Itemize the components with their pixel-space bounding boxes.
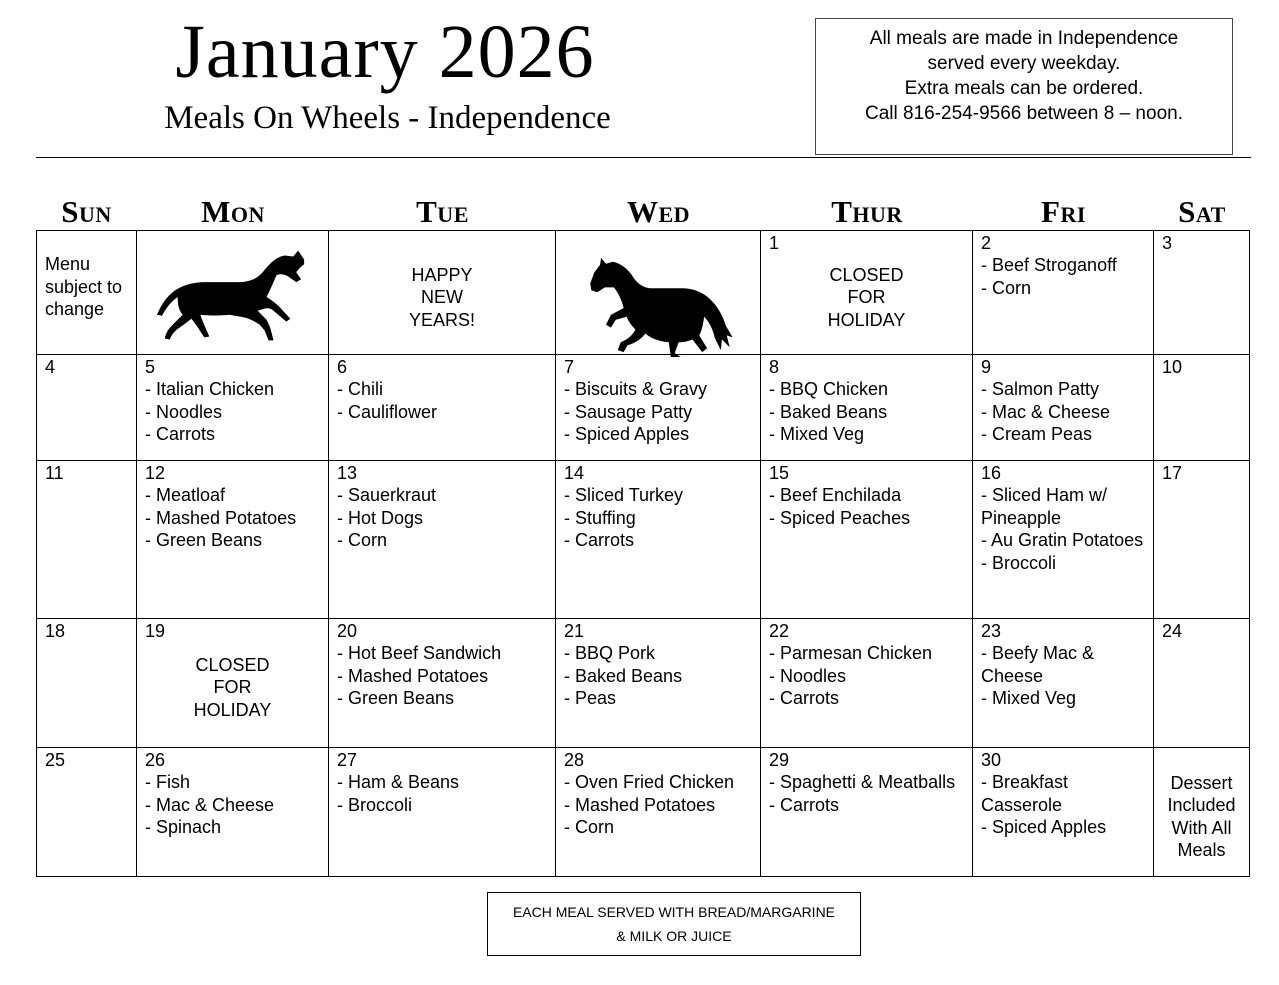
calendar-day-27 — [329, 748, 556, 877]
day-header-mon: Mon — [201, 194, 265, 229]
center-line: YEARS! — [408, 309, 476, 330]
header-divider — [36, 157, 1251, 158]
day-number: 5 — [145, 357, 156, 377]
menu-item: - Ham & Beans — [337, 772, 460, 792]
day-number: 26 — [145, 750, 166, 770]
cell-center-note — [329, 264, 555, 332]
calendar-day-25 — [36, 748, 137, 877]
menu-item: - Hot Beef Sandwich — [337, 643, 502, 663]
calendar-day-13 — [329, 461, 556, 619]
footer-line: EACH MEAL SERVED WITH BREAD/MARGARINE — [512, 904, 836, 920]
menu-list — [981, 642, 1149, 710]
horse-rearing-icon — [580, 251, 738, 365]
calendar-cell — [329, 230, 556, 355]
menu-item: - Carrots — [769, 794, 840, 815]
day-number: 22 — [769, 621, 790, 641]
day-number: 8 — [769, 357, 780, 377]
calendar-day-19 — [137, 619, 329, 748]
info-line: Extra meals can be ordered. — [904, 78, 1144, 99]
calendar-day-9 — [973, 355, 1154, 461]
calendar-day-11 — [36, 461, 137, 619]
menu-list — [337, 484, 551, 552]
menu-item: - Chili — [337, 379, 384, 399]
calendar-day-1 — [761, 230, 973, 355]
center-line: FOR — [847, 287, 886, 308]
menu-item: - Carrots — [564, 530, 635, 550]
menu-item: - Spiced Peaches — [769, 507, 911, 528]
calendar-day-7 — [556, 355, 761, 461]
menu-item: - Mac & Cheese — [145, 794, 275, 815]
menu-item: - Au Gratin Potatoes — [981, 530, 1144, 550]
calendar-day-3 — [1154, 230, 1250, 355]
day-number: 10 — [1162, 357, 1183, 377]
day-header-fri: Fri — [1041, 194, 1086, 229]
horse-trotting-icon — [154, 245, 312, 351]
menu-list — [769, 484, 968, 529]
menu-item: - Oven Fried Chicken — [564, 772, 735, 792]
day-number: 17 — [1162, 463, 1183, 483]
calendar-day-15 — [761, 461, 973, 619]
calendar-day-10 — [1154, 355, 1250, 461]
menu-item: - Meatloaf — [145, 485, 226, 505]
page-subtitle: Meals On Wheels - Independence — [164, 100, 611, 136]
menu-item: - Spiced Apples — [564, 424, 690, 444]
menu-item: - Noodles — [769, 665, 847, 686]
center-line: With All — [1171, 817, 1232, 838]
menu-item: - Mashed Potatoes — [145, 507, 297, 528]
calendar-day-23 — [973, 619, 1154, 748]
menu-item: - Broccoli — [337, 794, 413, 815]
menu-item: - Sliced Ham w/ Pineapple — [981, 485, 1108, 528]
calendar-cell — [1154, 748, 1250, 877]
calendar-cell — [556, 230, 761, 355]
menu-item: - Mashed Potatoes — [337, 665, 489, 686]
calendar-day-14 — [556, 461, 761, 619]
day-header-sun: Sun — [61, 194, 112, 229]
center-line: CLOSED — [195, 654, 270, 675]
calendar-day-6 — [329, 355, 556, 461]
day-number: 2 — [981, 233, 992, 253]
day-number: 18 — [45, 621, 66, 641]
day-number: 29 — [769, 750, 790, 770]
day-number: 24 — [1162, 621, 1183, 641]
day-number: 9 — [981, 357, 992, 377]
page-title: January 2026 — [175, 10, 595, 94]
day-number: 1 — [769, 233, 780, 253]
menu-item: - Parmesan Chicken — [769, 643, 933, 663]
menu-item: - Sausage Patty — [564, 401, 693, 422]
footer-note — [487, 892, 861, 956]
menu-item: - Hot Dogs — [337, 507, 424, 528]
day-number: 15 — [769, 463, 790, 483]
calendar-day-22 — [761, 619, 973, 748]
calendar-cell — [36, 230, 137, 355]
center-line: Dessert — [1170, 772, 1233, 793]
day-header-thur: Thur — [831, 194, 903, 229]
menu-list — [145, 484, 324, 552]
menu-item: - Baked Beans — [769, 401, 888, 422]
day-number: 25 — [45, 750, 66, 770]
day-number: 7 — [564, 357, 575, 377]
calendar-day-21 — [556, 619, 761, 748]
menu-item: - Corn — [981, 277, 1032, 298]
menu-item: - Carrots — [145, 424, 216, 444]
day-header-tue: Tue — [416, 194, 469, 229]
day-number: 4 — [45, 357, 56, 377]
calendar-day-8 — [761, 355, 973, 461]
menu-list — [981, 484, 1149, 574]
menu-list — [564, 484, 756, 552]
menu-item: - Sauerkraut — [337, 485, 437, 505]
menu-item: - Carrots — [769, 688, 840, 708]
menu-list — [564, 378, 756, 446]
menu-item: - Fish — [145, 772, 190, 792]
menu-item: - Corn — [337, 530, 388, 550]
menu-item: - BBQ Pork — [564, 643, 656, 663]
menu-item: - Mixed Veg — [981, 688, 1077, 708]
menu-list — [769, 771, 968, 816]
menu-item: - Beefy Mac & Cheese — [981, 643, 1095, 686]
menu-item: - Sliced Turkey — [564, 485, 684, 505]
menu-item: - Broccoli — [981, 552, 1057, 573]
center-line: HAPPY — [411, 264, 473, 285]
menu-item: - Green Beans — [145, 530, 263, 550]
center-line: HOLIDAY — [827, 309, 906, 330]
calendar-day-24 — [1154, 619, 1250, 748]
day-header-wed: Wed — [626, 194, 691, 229]
menu-item: - Breakfast Casserole — [981, 772, 1069, 815]
calendar-day-4 — [36, 355, 137, 461]
calendar-day-18 — [36, 619, 137, 748]
day-number: 6 — [337, 357, 348, 377]
footer-line: & MILK OR JUICE — [616, 928, 732, 944]
menu-item: - Beef Enchilada — [769, 485, 902, 505]
calendar-day-28 — [556, 748, 761, 877]
day-number: 19 — [145, 621, 166, 641]
menu-item: - Noodles — [145, 401, 223, 422]
menu-list — [981, 771, 1149, 839]
center-line: NEW — [421, 287, 463, 308]
menu-list — [145, 378, 324, 446]
menu-item: - Stuffing — [564, 507, 636, 528]
center-line: HOLIDAY — [193, 699, 272, 720]
info-line: All meals are made in Independence — [869, 28, 1179, 49]
menu-item: - Peas — [564, 688, 617, 708]
calendar-day-20 — [329, 619, 556, 748]
menu-item: - Spiced Apples — [981, 817, 1107, 837]
calendar-day-12 — [137, 461, 329, 619]
menu-list — [564, 642, 756, 710]
calendar-day-2 — [973, 230, 1154, 355]
day-number: 13 — [337, 463, 358, 483]
day-number: 20 — [337, 621, 358, 641]
menu-item: - Beef Stroganoff — [981, 255, 1117, 275]
center-line: FOR — [213, 677, 252, 698]
menu-item: - BBQ Chicken — [769, 379, 889, 399]
menu-item: - Mac & Cheese — [981, 401, 1111, 422]
day-number: 27 — [337, 750, 358, 770]
menu-list — [981, 378, 1149, 446]
day-number: 28 — [564, 750, 585, 770]
day-number: 21 — [564, 621, 585, 641]
menu-item: - Spaghetti & Meatballs — [769, 772, 956, 792]
calendar-day-5 — [137, 355, 329, 461]
day-number: 12 — [145, 463, 166, 483]
menu-item: - Cauliflower — [337, 401, 438, 422]
cell-center-note — [761, 264, 972, 332]
calendar-day-30 — [973, 748, 1154, 877]
cell-center-note — [1154, 772, 1249, 862]
day-number: 16 — [981, 463, 1002, 483]
day-number: 3 — [1162, 233, 1173, 253]
day-number: 30 — [981, 750, 1002, 770]
day-number: 14 — [564, 463, 585, 483]
menu-list — [981, 254, 1149, 299]
menu-list — [769, 642, 968, 710]
info-line: served every weekday. — [927, 53, 1121, 74]
calendar-day-16 — [973, 461, 1154, 619]
menu-item: - Biscuits & Gravy — [564, 379, 708, 399]
day-header-sat: Sat — [1178, 194, 1226, 229]
menu-list — [337, 771, 551, 816]
cell-center-note — [137, 654, 328, 722]
calendar-cell — [137, 230, 329, 355]
menu-list — [564, 771, 756, 839]
day-number: 11 — [45, 463, 64, 483]
menu-item: - Salmon Patty — [981, 379, 1100, 399]
info-line: Call 816-254-9566 between 8 – noon. — [865, 103, 1183, 124]
menu-list — [337, 642, 551, 710]
menu-item: - Mixed Veg — [769, 424, 865, 444]
menu-item: - Spinach — [145, 817, 222, 837]
menu-item: - Baked Beans — [564, 665, 683, 686]
menu-list — [145, 771, 324, 839]
calendar-day-26 — [137, 748, 329, 877]
menu-item: - Green Beans — [337, 688, 455, 708]
menu-item: - Cream Peas — [981, 424, 1093, 444]
calendar-day-29 — [761, 748, 973, 877]
center-line: Included — [1167, 795, 1236, 815]
menu-item: - Corn — [564, 817, 615, 837]
calendar-day-17 — [1154, 461, 1250, 619]
day-number: 23 — [981, 621, 1002, 641]
menu-list — [769, 378, 968, 446]
center-line: CLOSED — [829, 264, 904, 285]
menu-item: - Italian Chicken — [145, 379, 275, 399]
menu-note: Menu subject to change — [45, 254, 123, 319]
menu-item: - Mashed Potatoes — [564, 794, 716, 815]
info-box — [815, 18, 1233, 155]
center-line: Meals — [1177, 840, 1226, 860]
menu-list — [337, 378, 551, 423]
